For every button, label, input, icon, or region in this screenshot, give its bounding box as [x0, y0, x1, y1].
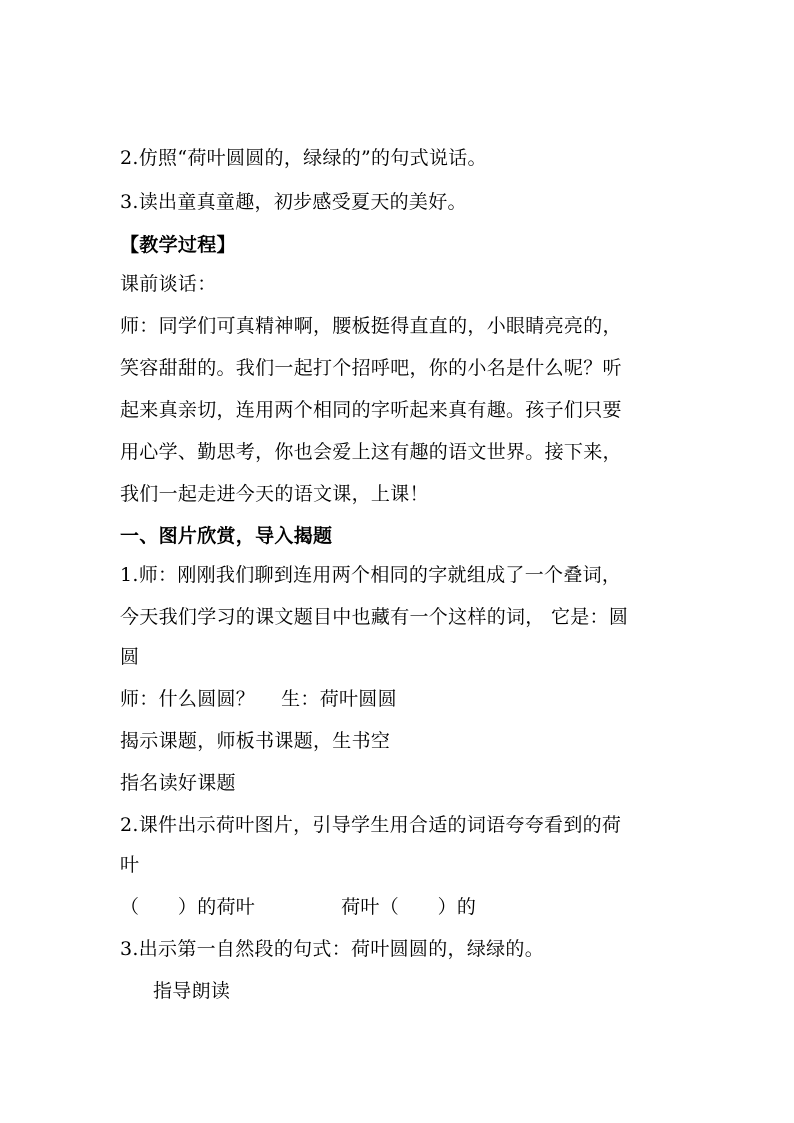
objective-2: 2.仿照“荷叶圆圆的，绿绿的”的句式说话。 — [120, 147, 487, 169]
fill-in-blank-line — [120, 895, 476, 919]
paragraph-line: 圆 — [120, 646, 140, 668]
blank-phrase-1: （ ）的荷叶 — [120, 896, 256, 918]
paragraph-line: 笑容甜甜的。我们一起打个招呼吧，你的小名是什么呢？听 — [120, 357, 622, 379]
paragraph-line: 今天我们学习的课文题目中也藏有一个这样的词， 它是：圆 — [120, 606, 629, 628]
student-answer: 生：荷叶圆圆 — [281, 688, 397, 710]
pre-class-talk-label: 课前谈话： — [120, 273, 217, 295]
paragraph-line: 揭示课题，师板书课题，生书空 — [120, 730, 391, 752]
paragraph-line: 用心学、勤思考，你也会爱上这有趣的语文世界。接下来， — [120, 441, 622, 463]
paragraph-line: 叶 — [120, 854, 140, 876]
blank-phrase-2: 荷叶（ ）的 — [341, 896, 477, 918]
paragraph-line: 师：同学们可真精神啊，腰板挺得直直的，小眼睛亮亮的， — [120, 315, 622, 337]
paragraph-line: 我们一起走进今天的语文课，上课！ — [120, 483, 429, 505]
section-heading-teaching-process: 【教学过程】 — [120, 234, 236, 256]
paragraph-line: 1.师：刚刚我们聊到连用两个相同的字就组成了一个叠词， — [120, 564, 622, 586]
paragraph-line: 指名读好课题 — [120, 772, 236, 794]
paragraph-line: 3.出示第一自然段的句式：荷叶圆圆的，绿绿的。 — [120, 938, 545, 960]
teacher-question: 师：什么圆圆？ — [120, 688, 256, 710]
paragraph-line: 2.课件出示荷叶图片，引导学生用合适的词语夸夸看到的荷 — [120, 814, 622, 836]
guided-reading: 指导朗读 — [153, 980, 231, 1002]
paragraph-line: 起来真亲切，连用两个相同的字听起来真有趣。孩子们只要 — [120, 399, 622, 421]
section-heading-one: 一、图片欣赏，导入揭题 — [120, 525, 333, 547]
objective-3: 3.读出童真童趣，初步感受夏天的美好。 — [120, 191, 467, 213]
dialogue-line — [120, 687, 397, 711]
